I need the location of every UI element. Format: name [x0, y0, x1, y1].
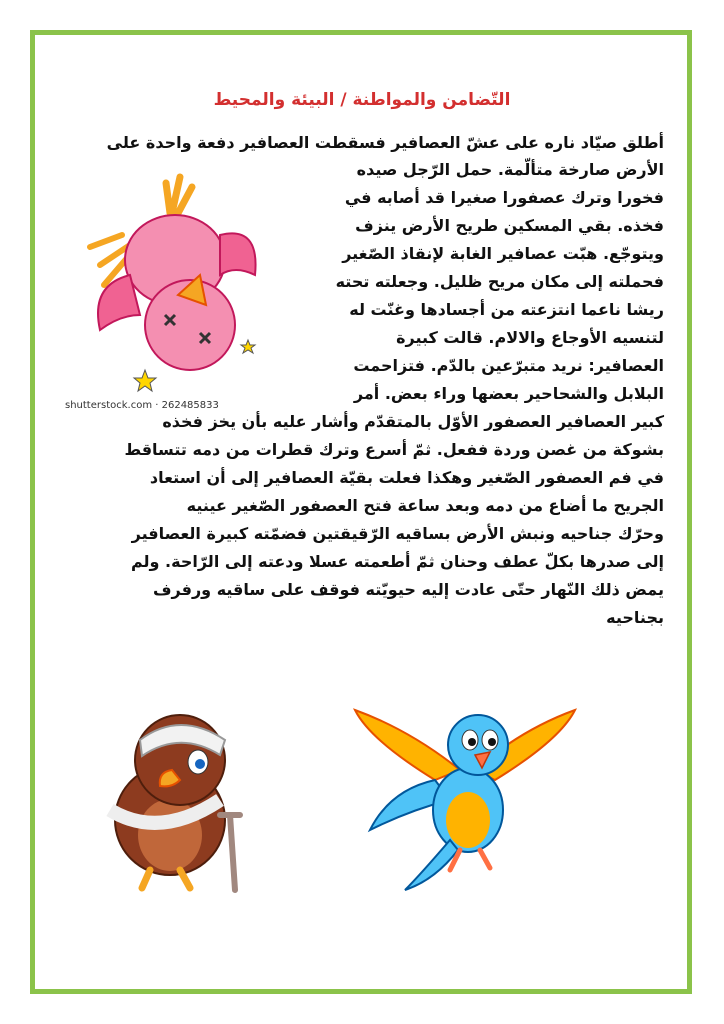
page-title: التّضامن والمواطنة / البيئة والمحيط: [213, 90, 511, 110]
story-line: ريشا ناعما انتزعته من أجسادها وغنّت له: [349, 300, 664, 319]
injured-bird-illustration: [80, 690, 270, 900]
fallen-bird-illustration: [60, 165, 275, 395]
story-line: في فم العصفور الصّغير وهكذا فعلت بقيّة العصافير إلى أن استعاد: [149, 468, 664, 487]
story-line: بشوكة من غصن وردة ففعل. ثمّ أسرع وترك قطرات من دمه تتساقط: [124, 440, 664, 459]
story-line: أطلق صيّاد ناره على عشّ العصافير فسقطت العصافير دفعة واحدة على: [106, 133, 664, 152]
story-line: البلابل والشحاحير بعضها وراء بعض. أمر: [353, 384, 664, 403]
story-line: بجناحيه: [606, 608, 664, 627]
story-line: الجريح ما أضاع من دمه وبعد ساعة فتح العصفور الصّغير عينيه: [186, 496, 664, 515]
story-line: كبير العصافير العصفور الأوّل بالمتقدّم وأشار عليه بأن يخز فخذه: [162, 412, 664, 431]
story-line: فحملته إلى مكان مريح ظليل. وجعلته تحته: [335, 272, 664, 291]
story-line: العصافير: نريد متبرّعين بالدّم. فتزاحمت: [353, 356, 664, 375]
story-line: ويتوجّع. هبّت عصافير الغابة لإنقاذ الصّغير: [342, 244, 664, 263]
story-line: فخذه. بقي المسكين طريح الأرض ينزف: [355, 216, 664, 235]
story-line: إلى صدرها بكلّ عطف وحنان ثمّ أطعمته عسلا ودعته إلى الرّاحة. ولم: [130, 552, 664, 571]
story-line: يمض ذلك النّهار حتّى عادت إليه حيويّته فوقف على ساقيه ورفرف: [152, 580, 664, 599]
story-line: الأرض صارخة متألّمة. حمل الرّجل صيده: [356, 160, 664, 179]
happy-bird-illustration: [350, 700, 580, 900]
story-line: وحرّك جناحيه ونبش الأرض بساقيه الرّقيقتين فضمّته كبيرة العصافير: [131, 524, 664, 543]
story-line: لتنسيه الأوجاع والالام. قالت كبيرة: [396, 328, 664, 347]
story-line: فخورا وترك عصفورا صغيرا قد أصابه في: [344, 188, 664, 207]
image-credit: shutterstock.com · 262485833: [65, 400, 219, 411]
